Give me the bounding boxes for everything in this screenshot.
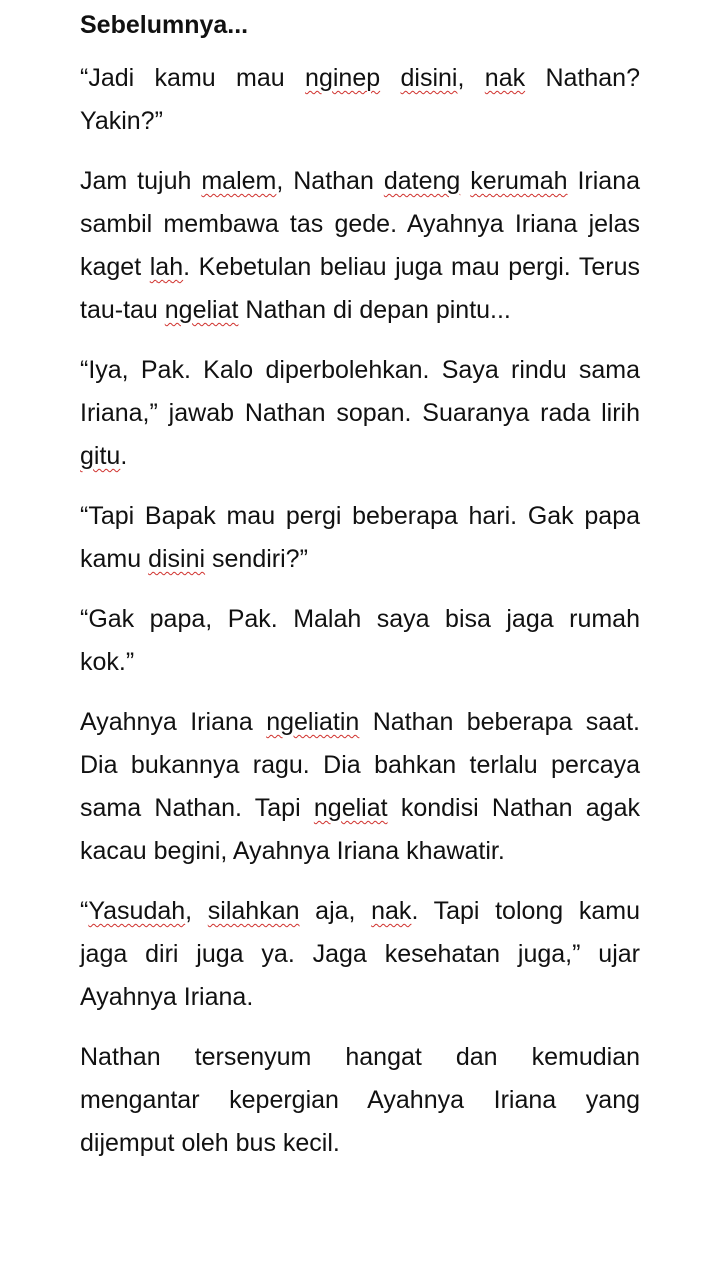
text-segment: Nathan di depan pintu... <box>238 296 511 324</box>
spellcheck-flagged-word: nak <box>371 897 412 925</box>
paragraph <box>80 890 640 1019</box>
text-segment: Iriana sambil membawa tas gede. Ayahnya Iriana jelas kaget <box>80 167 641 281</box>
spellcheck-flagged-word: disini <box>400 64 458 92</box>
paragraph <box>80 160 640 332</box>
paragraph <box>80 598 640 684</box>
spellcheck-flagged-word: ngeliat <box>164 296 239 324</box>
spellcheck-flagged-word: disini <box>148 545 206 573</box>
spellcheck-flagged-word: dateng <box>383 167 461 195</box>
text-segment: “Tapi Bapak mau pergi beberapa hari. Gak papa kamu <box>80 502 640 573</box>
text-segment: “Jadi kamu mau <box>80 64 306 92</box>
text-segment <box>380 64 400 92</box>
spellcheck-flagged-word: silahkan <box>207 897 300 925</box>
text-segment: Nathan tersenyum hangat dan kemudian mengantar kepergian Ayahnya Iriana yang dijemput oleh bus kecil. <box>80 1043 640 1157</box>
text-segment: “ <box>80 897 89 925</box>
text-segment: Ayahnya Iriana <box>80 708 267 736</box>
text-segment: , Nathan <box>276 167 384 195</box>
text-segment: , <box>457 64 485 92</box>
text-segment: . <box>120 442 128 470</box>
text-segment <box>460 167 470 195</box>
spellcheck-flagged-word: kerumah <box>470 167 568 195</box>
text-segment: “Gak papa, Pak. Malah saya bisa jaga rumah kok.” <box>80 605 640 676</box>
spellcheck-flagged-word: Yasudah <box>88 897 186 925</box>
spellcheck-flagged-word: malem <box>201 167 277 195</box>
spellcheck-flagged-word: nginep <box>305 64 381 92</box>
text-segment: . Kebetulan beliau juga mau pergi. Terus tau-tau <box>80 253 641 324</box>
text-segment: Jam tujuh <box>80 167 202 195</box>
text-segment: , <box>185 897 208 925</box>
spellcheck-flagged-word: ngeliatin <box>266 708 360 736</box>
text-segment: Nathan beberapa saat. Dia bukannya ragu. Dia bahkan terlalu percaya sama Nathan. Tapi <box>80 708 640 822</box>
text-segment: kondisi Nathan agak kacau begini, Ayahnya Iriana khawatir. <box>80 794 640 865</box>
spellcheck-flagged-word: ngeliat <box>313 794 388 822</box>
paragraph <box>80 349 640 478</box>
spellcheck-flagged-word: lah <box>149 253 184 281</box>
paragraph <box>80 57 640 143</box>
paragraph <box>80 495 640 581</box>
text-segment: . Tapi tolong kamu jaga diri juga ya. Jaga kesehatan juga,” ujar Ayahnya Iriana. <box>80 897 640 1011</box>
paragraph <box>80 701 640 873</box>
document-page <box>80 4 640 1182</box>
spellcheck-flagged-word: gitu <box>80 442 121 470</box>
text-segment: aja, <box>299 897 372 925</box>
section-heading: Sebelumnya... <box>80 11 249 39</box>
paragraph <box>80 1036 640 1165</box>
text-segment: Nathan? Yakin?” <box>80 64 640 135</box>
text-segment: “Iya, Pak. Kalo diperbolehkan. Saya rindu sama Iriana,” jawab Nathan sopan. Suaranya rada lirih <box>80 356 640 427</box>
paragraph-list <box>80 57 640 1165</box>
spellcheck-flagged-word: nak <box>484 64 526 92</box>
text-segment: sendiri?” <box>205 545 308 573</box>
